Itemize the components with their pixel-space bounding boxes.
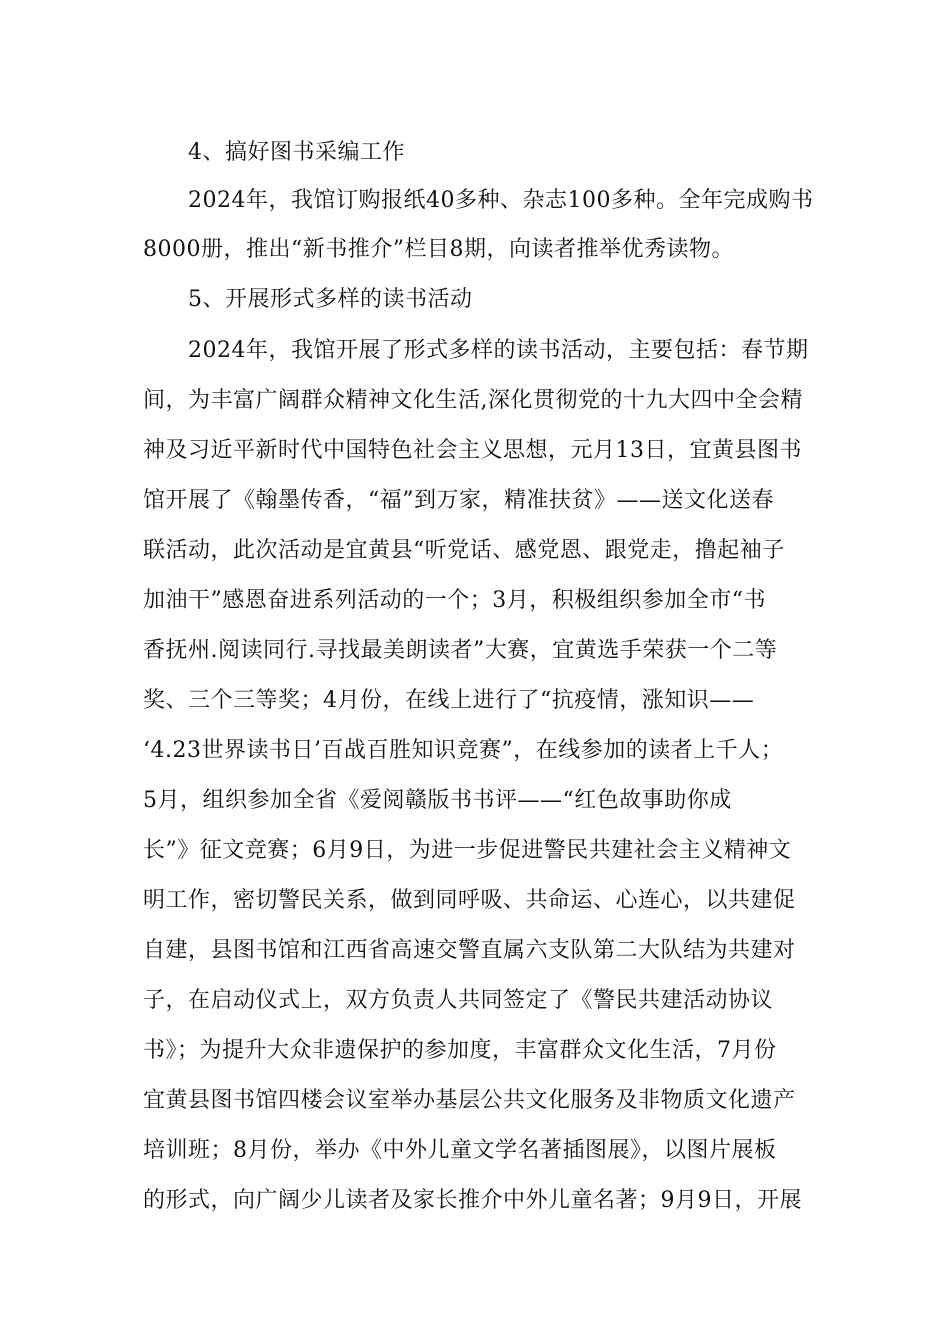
paragraph-line: 联活动，此次活动是宜黄县“听党话、感党恩、跟党走，撸起袖子 <box>143 538 785 563</box>
paragraph-line: 5月，组织参加全省《爱阅赣版书书评——“红色故事助你成 <box>143 788 732 813</box>
paragraph-line: ‘4.23世界读书日’百战百胜知识竞赛”，在线参加的读者上千人； <box>143 738 784 763</box>
paragraph-line: 加油干”感恩奋进系列活动的一个；3月，积极组织参加全市“书 <box>143 588 766 613</box>
paragraph-line: 书》；为提升大众非遗保护的参加度，丰富群众文化生活，7月份 <box>143 1038 777 1063</box>
paragraph-line: 子，在启动仪式上，双方负责人共同签定了《警民共建活动协议 <box>143 988 774 1013</box>
paragraph-line: 2024年，我馆订购报纸40多种、杂志100多种。全年完成购书 <box>188 188 814 213</box>
paragraph-line: 宜黄县图书馆四楼会议室举办基层公共文化服务及非物质文化遗产 <box>143 1088 796 1113</box>
paragraph-line: 自建，县图书馆和江西省高速交警直属六支队第二大队结为共建对 <box>143 938 796 963</box>
paragraph-line: 的形式，向广阔少儿读者及家长推介中外儿童名著；9月9日，开展 <box>143 1188 802 1213</box>
paragraph-line: 间，为丰富广阔群众精神文化生活,深化贯彻党的十九大四中全会精 <box>143 388 803 413</box>
paragraph-line: 培训班；8月份，举办《中外儿童文学名著插图展》，以图片展板 <box>143 1138 777 1163</box>
paragraph-line: 香抚州.阅读同行.寻找最美朗读者”大赛，宜黄选手荣获一个二等 <box>143 638 778 663</box>
paragraph-line: 明工作，密切警民关系，做到同呼吸、共命运、心连心，以共建促 <box>143 888 796 913</box>
paragraph-line: 神及习近平新时代中国特色社会主义思想，元月13日，宜黄县图书 <box>143 438 802 463</box>
paragraph-line: 馆开展了《翰墨传香，“福”到万家，精准扶贫》——送文化送春 <box>143 488 774 513</box>
paragraph-line: 8000册，推出“新书推介”栏目8期，向读者推举优秀读物。 <box>143 237 734 262</box>
section-heading-4: 4、搞好图书采编工作 <box>188 140 405 165</box>
section-heading-5: 5、开展形式多样的读书活动 <box>188 287 473 312</box>
paragraph-line: 奖、三个三等奖；4月份，在线上进行了“抗疫情，涨知识—— <box>143 688 755 713</box>
paragraph-line: 2024年，我馆开展了形式多样的读书活动，主要包括：春节期 <box>188 338 809 363</box>
paragraph-line: 长”》征文竞赛；6月9日，为进一步促进警民共建社会主义精神文 <box>143 838 792 863</box>
